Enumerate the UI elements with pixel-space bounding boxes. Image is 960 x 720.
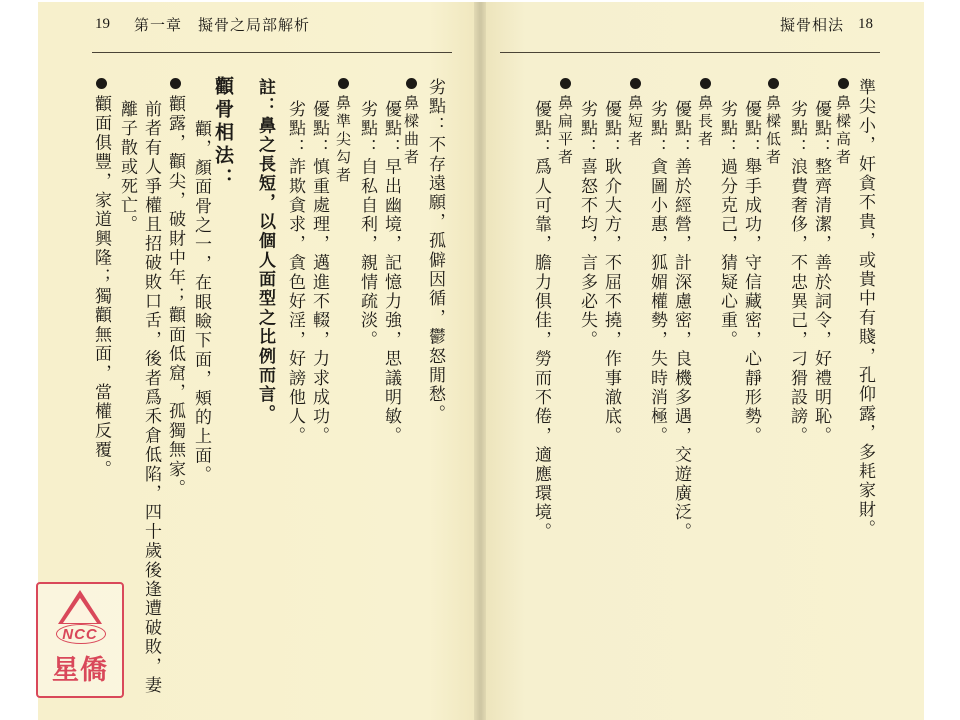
bullet-line bbox=[92, 78, 109, 479]
right-page-number: 18 bbox=[858, 16, 873, 32]
bullet-icon bbox=[700, 78, 711, 89]
item-heading bbox=[696, 78, 713, 149]
text-column: 劣點：不存遠願，孤僻因循，鬱怒閒愁。 bbox=[425, 78, 445, 424]
bullet-icon bbox=[630, 78, 641, 89]
text-column: 準尖小，奸貪不貴，或貴中有賤，孔仰露，多耗家財。 bbox=[855, 78, 875, 539]
bullet-line bbox=[166, 78, 183, 498]
item-heading-label: 鼻長者 bbox=[696, 95, 714, 149]
text-column: 優點：爲人可靠，膽力俱佳，勞而不倦，適應環境。 bbox=[531, 100, 551, 542]
item-heading-label: 鼻短者 bbox=[626, 95, 644, 149]
book-gutter bbox=[474, 2, 486, 720]
section-heading: 顴骨相法： bbox=[212, 76, 234, 191]
item-heading-label: 鼻樑低者 bbox=[764, 95, 782, 167]
item-heading bbox=[626, 78, 643, 149]
text-column: 顴，顏面骨之一，在眼瞼下面，頰的上面。 bbox=[191, 120, 211, 485]
text-column: 劣點：浪費奢侈，不忠異己，刁猾設謗。 bbox=[787, 100, 807, 446]
note-column: 註：鼻之長短，以個人面型之比例而言。 bbox=[255, 78, 275, 424]
text-column: 劣點：貪圖小惠，狐媚權勢，失時消極。 bbox=[647, 100, 667, 446]
text-column: 優點：舉手成功，守信藏密，心靜形勢。 bbox=[741, 100, 761, 446]
item-heading-label: 鼻樑高者 bbox=[834, 95, 852, 167]
bullet-icon bbox=[768, 78, 779, 89]
text-column: 劣點：喜怒不均，言多必失。 bbox=[577, 100, 597, 350]
item-heading bbox=[334, 78, 351, 185]
bullet-icon bbox=[560, 78, 571, 89]
item-heading bbox=[764, 78, 781, 167]
item-heading-label: 鼻樑曲者 bbox=[402, 95, 420, 167]
bullet-icon bbox=[170, 78, 181, 89]
left-running-header: 第一章 擬骨之局部解析 bbox=[134, 16, 311, 34]
left-header-rule bbox=[92, 52, 452, 53]
ncc-watermark-logo bbox=[36, 582, 124, 698]
right-running-header: 擬骨相法 bbox=[780, 16, 845, 34]
item-heading bbox=[556, 78, 573, 167]
text-column: 離子散或死亡。 bbox=[117, 100, 137, 235]
text-column: 優點：早出幽境，記憶力強，思議明敏。 bbox=[381, 100, 401, 446]
text-column: 優點：善於經營，計深慮密，良機多遇，交遊廣泛。 bbox=[671, 100, 691, 542]
left-page-number: 19 bbox=[95, 16, 110, 32]
item-heading-label: 鼻扁平者 bbox=[556, 95, 574, 167]
item-heading-label: 鼻準尖勾者 bbox=[334, 95, 352, 185]
bullet-icon bbox=[96, 78, 107, 89]
item-heading bbox=[834, 78, 851, 167]
bullet-line-text: 顴面俱豐，家道興隆；獨顴無面，當權反覆。 bbox=[91, 95, 111, 479]
text-column: 劣點：詐欺貪求，貪色好淫，好謗他人。 bbox=[285, 100, 305, 446]
text-column: 劣點：過分克己，猜疑心重。 bbox=[717, 100, 737, 350]
triangle-inner bbox=[63, 598, 97, 623]
watermark-latin: NCC bbox=[62, 626, 98, 643]
text-column: 劣點：自私自利，親情疏淡。 bbox=[357, 100, 377, 350]
bullet-icon bbox=[406, 78, 417, 89]
text-column: 優點：耿介大方，不屈不撓，作事澈底。 bbox=[601, 100, 621, 446]
text-column: 優點：慎重處理，邁進不輟，力求成功。 bbox=[309, 100, 329, 446]
right-header-rule bbox=[500, 52, 880, 53]
text-column: 前者有人爭權且招破敗口舌，後者爲禾倉低陷，四十歲後逢遭破敗，妻 bbox=[141, 100, 161, 696]
bullet-icon bbox=[338, 78, 349, 89]
bullet-line-text: 顴露，顴尖，破財中年；顴面低窟，孤獨無家。 bbox=[165, 95, 185, 499]
text-column: 優點：整齊清潔，善於詞令，好禮明恥。 bbox=[811, 100, 831, 446]
watermark-name: 星僑 bbox=[52, 655, 108, 686]
item-heading bbox=[402, 78, 419, 167]
bullet-icon bbox=[838, 78, 849, 89]
